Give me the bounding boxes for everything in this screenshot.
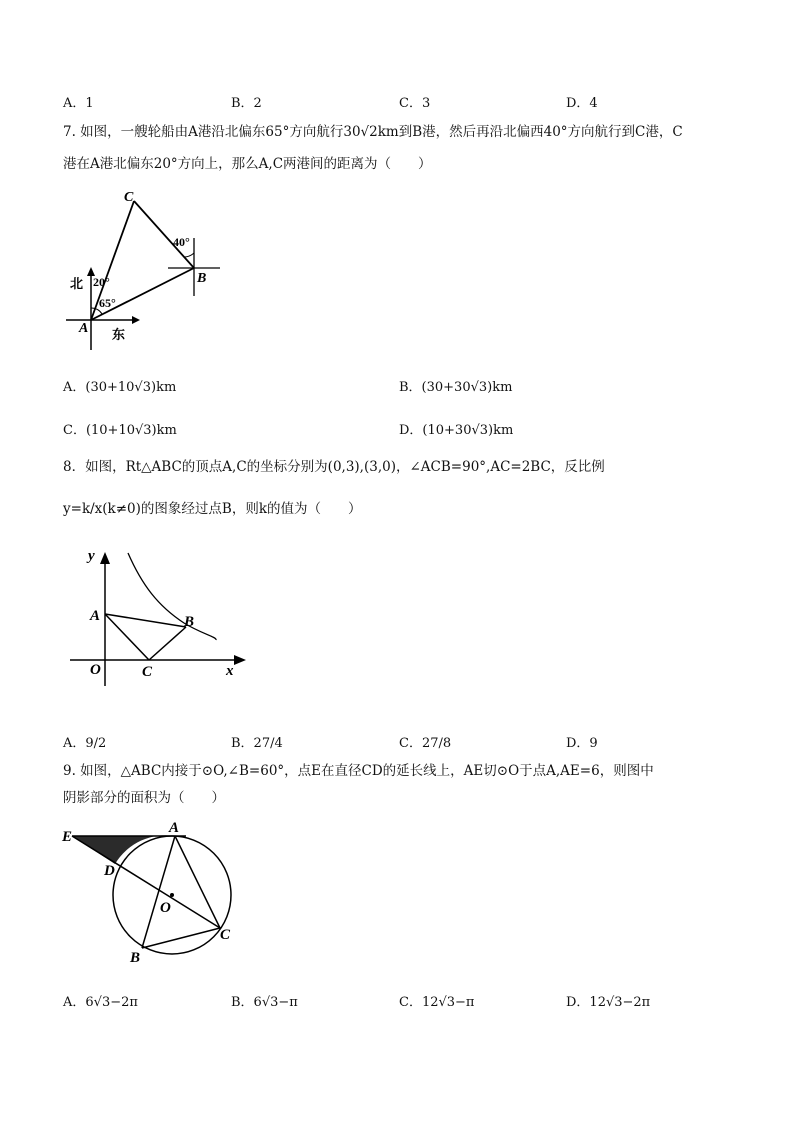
q9-segment-ab xyxy=(142,836,175,948)
q8-hyperbola xyxy=(128,553,216,640)
q8-label-b: B xyxy=(184,614,195,630)
q9-center-point xyxy=(170,893,174,897)
q8-label-x: x xyxy=(226,663,234,679)
q6-option-a: A．1 xyxy=(63,96,94,111)
q8-option-c: C．27/8 xyxy=(399,736,452,751)
q7-label-40: 40° xyxy=(173,235,190,249)
q8-segment-ac xyxy=(105,614,149,660)
q9-figure xyxy=(60,815,250,970)
q8-option-b: B．27/4 xyxy=(231,736,283,751)
q8-x-arrow xyxy=(234,655,246,665)
q9-option-b: B．6√3−π xyxy=(231,995,298,1010)
q9-shaded-region xyxy=(72,835,175,864)
q9-stem-line1: 9. 如图，△ABC内接于⊙O,∠B=60°，点E在直径CD的延长线上，AE切⊙O于点A,AE=6，则图中 xyxy=(63,763,654,779)
q8-option-a: A．9/2 xyxy=(63,736,107,751)
q8-figure xyxy=(62,540,252,690)
q9-option-d: D．12√3−2π xyxy=(566,995,651,1010)
q7-label-b: B xyxy=(197,271,207,286)
q9-label-o: O xyxy=(160,900,171,916)
q7-label-c: C xyxy=(124,190,134,205)
q7-label-a: A xyxy=(79,321,89,336)
q9-label-b: B xyxy=(130,950,141,966)
q7-option-d: D．(10+30√3)km xyxy=(399,423,514,438)
q8-stem-line2: y=k/x(k≠0)的图象经过点B，则k的值为（ ） xyxy=(63,501,362,517)
q9-option-c: C．12√3−π xyxy=(399,995,475,1010)
q8-label-a: A xyxy=(90,608,101,624)
q9-stem-line2: 阴影部分的面积为（ ） xyxy=(63,790,225,806)
q9-option-a: A．6√3−2π xyxy=(63,995,138,1010)
q7-option-a: A．(30+10√3)km xyxy=(63,380,177,395)
q6-option-b: B．2 xyxy=(231,96,262,111)
q9-label-d: D xyxy=(104,863,115,879)
q8-option-d: D．9 xyxy=(566,736,598,751)
q8-label-o: O xyxy=(90,662,101,678)
q7-label-65: 65° xyxy=(99,296,116,310)
q9-label-c: C xyxy=(220,927,231,943)
q9-segment-bc xyxy=(142,928,220,948)
q7-east-arrow xyxy=(132,316,140,324)
q8-y-arrow xyxy=(100,552,110,564)
q7-option-c: C．(10+10√3)km xyxy=(63,423,177,438)
q9-label-a: A xyxy=(169,820,180,836)
q8-label-y: y xyxy=(88,548,95,564)
q6-option-d: D．4 xyxy=(566,96,598,111)
q7-label-20: 20° xyxy=(93,275,110,289)
q7-option-b: B．(30+30√3)km xyxy=(399,380,513,395)
q8-stem-line1: 8．如图，Rt△ABC的顶点A,C的坐标分别为(0,3),(3,0)，∠ACB=90°,AC=2BC，反比例 xyxy=(63,459,605,475)
q8-segment-cb xyxy=(149,627,186,660)
q7-stem-line1: 7. 如图，一艘轮船由A港沿北偏东65°方向航行30√2km到B港，然后再沿北偏西40°方向航行到C港，C xyxy=(63,124,683,140)
q7-angle-arc-40 xyxy=(184,253,194,257)
q7-stem-line2: 港在A港北偏东20°方向上，那么A,C两港间的距离为（ ） xyxy=(63,156,432,172)
q6-option-c: C．3 xyxy=(399,96,431,111)
q7-label-north: 北 xyxy=(70,276,84,291)
q8-label-c: C xyxy=(142,664,153,680)
q7-label-east: 东 xyxy=(112,327,126,342)
q7-figure xyxy=(60,180,230,350)
q9-label-e: E xyxy=(62,829,73,845)
